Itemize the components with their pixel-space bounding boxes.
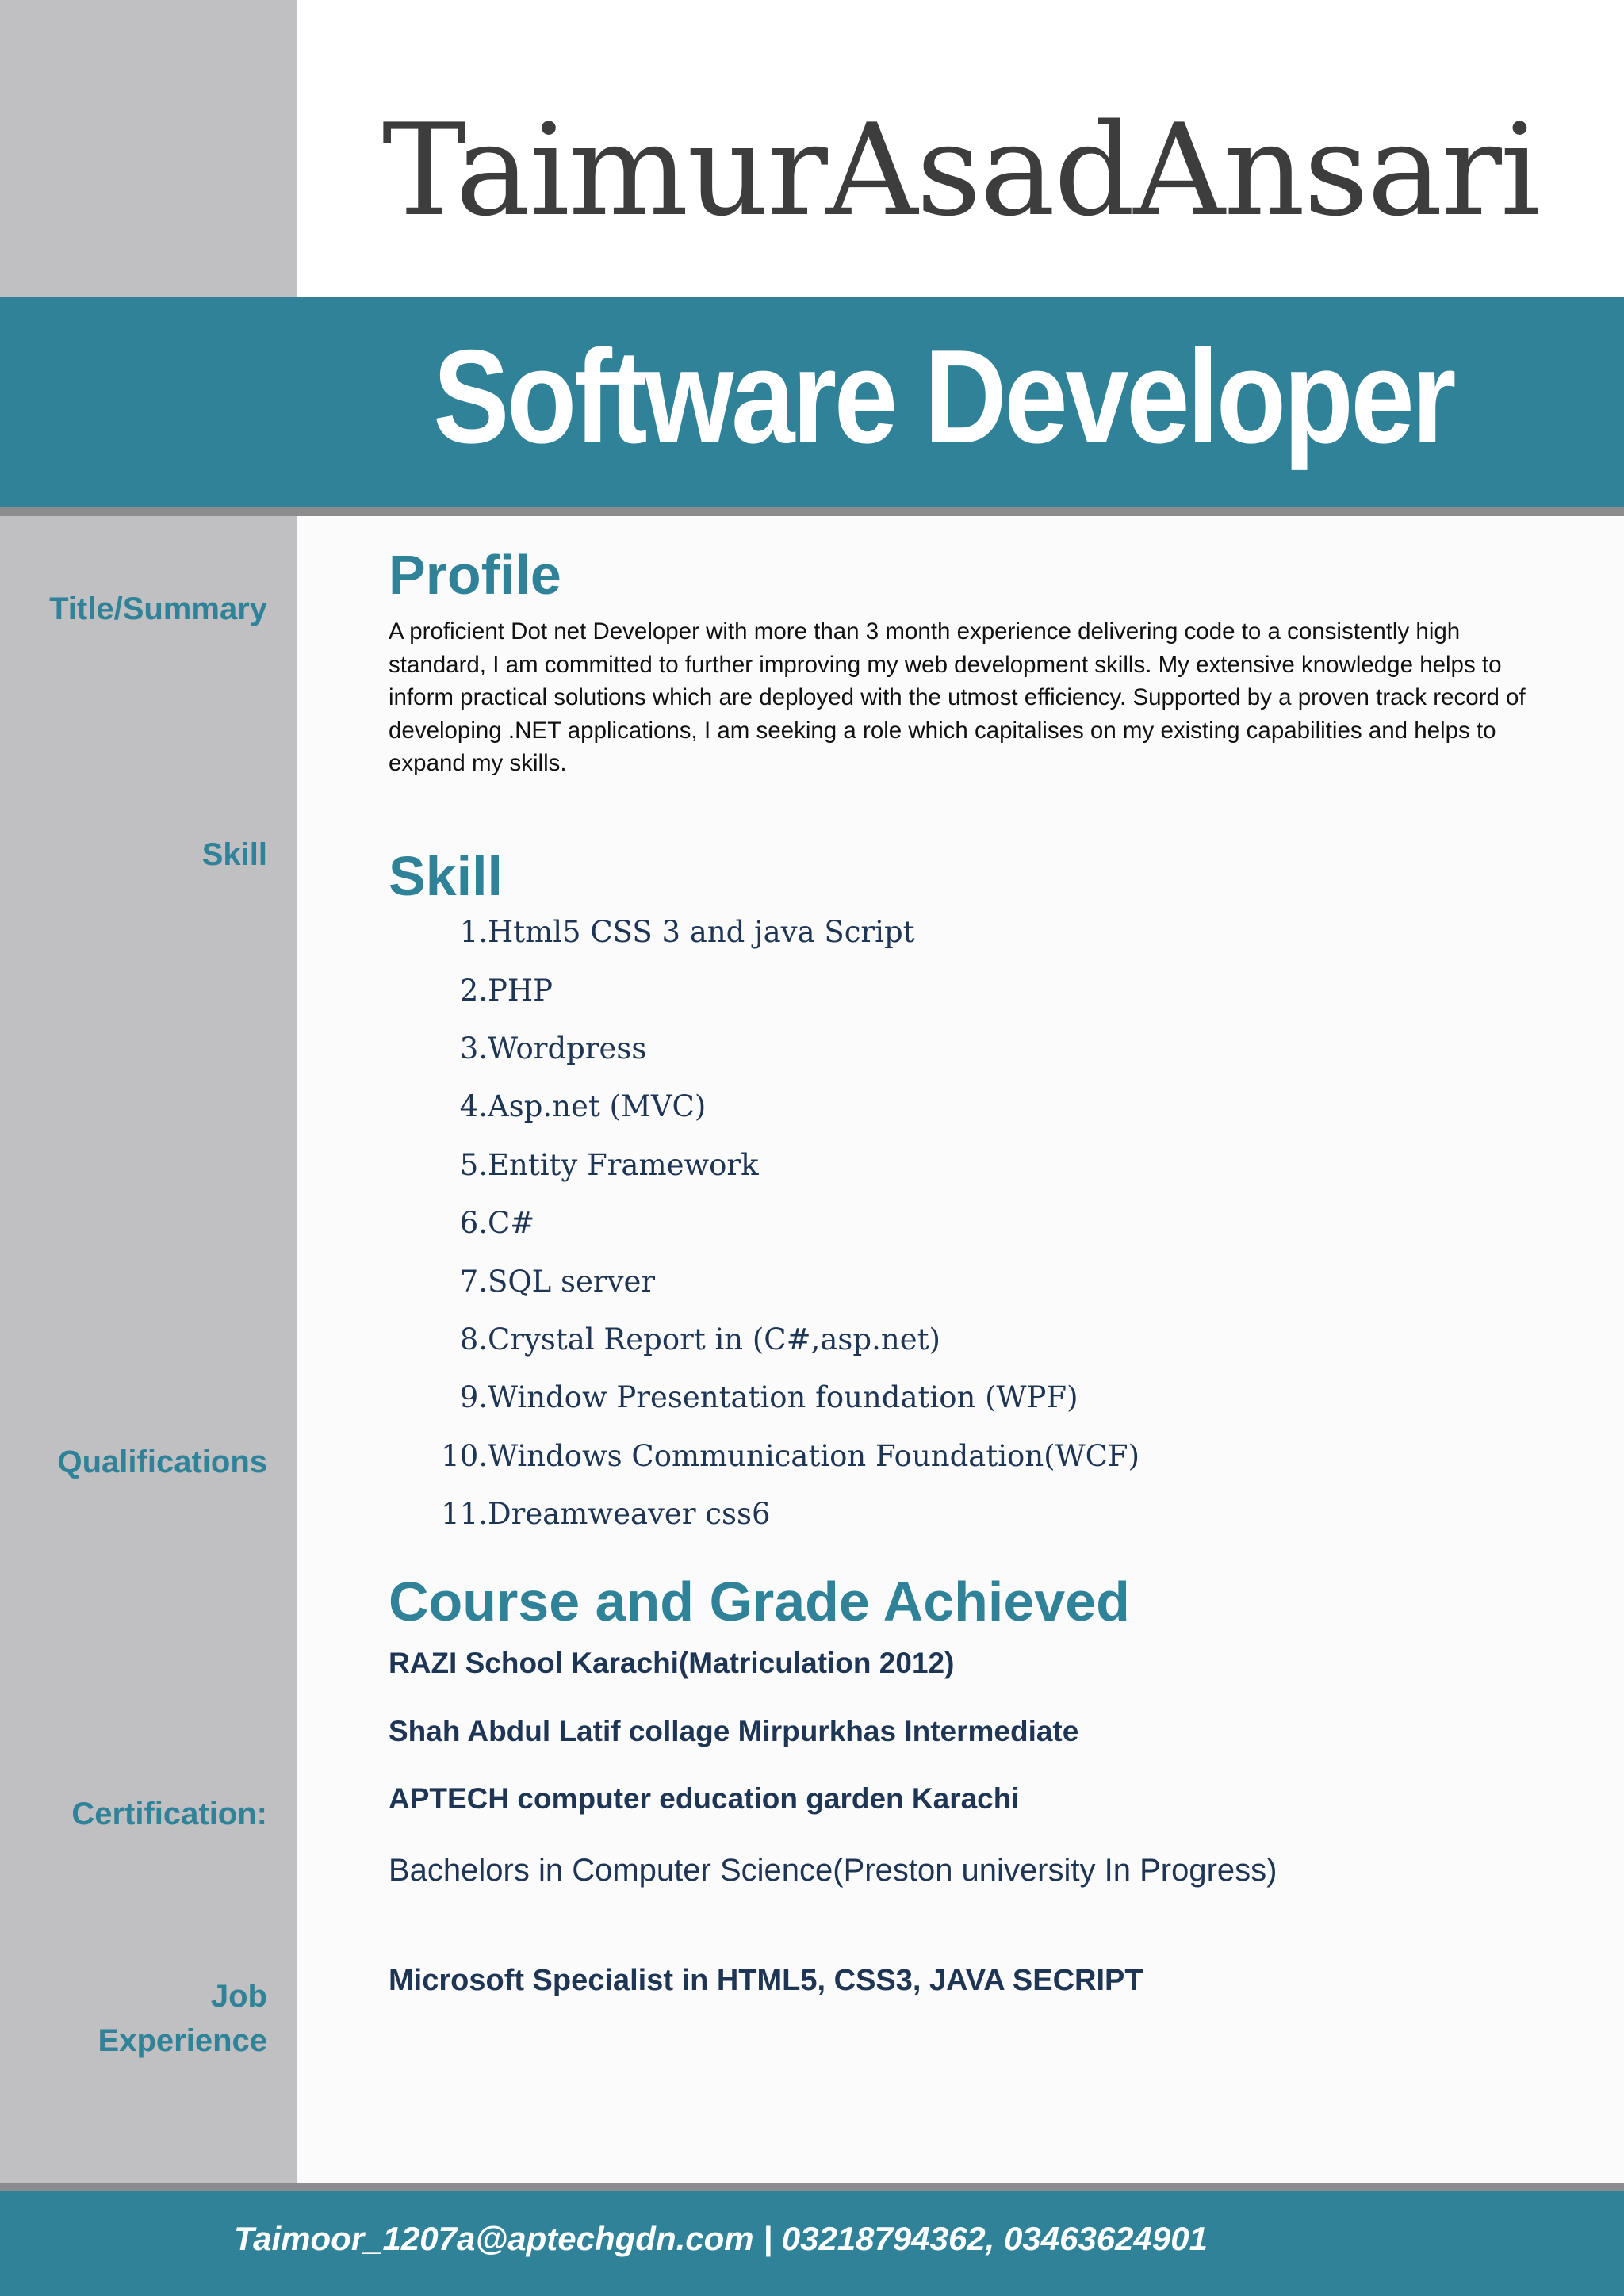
list-number: 11.: [441, 1497, 488, 1532]
certification-text: Microsoft Specialist in HTML5, CSS3, JAVA SECRIPT: [389, 1964, 1143, 1997]
education-item: Shah Abdul Latif collage Mirpurkhas Intermediate: [389, 1715, 1079, 1747]
list-number: 1.: [459, 915, 488, 950]
education-item: APTECH computer education garden Karachi: [389, 1782, 1020, 1815]
skill-text: SQL server: [488, 1264, 656, 1299]
list-number: 2.: [459, 973, 488, 1008]
sidebar-label-certification: Certification:: [71, 1797, 267, 1831]
skill-text: PHP: [488, 973, 553, 1008]
skill-text: Entity Framework: [488, 1147, 759, 1182]
contact-info: Taimoor_1207a@aptechgdn.com | 03218794362, 03463624901: [234, 2220, 1208, 2257]
profile-summary: A proficient Dot net Developer with more than 3 month experience delivering code to a consistently high standard, I am committed to further improving my web development skills. My extensive knowledge helps to inform practical solutions which are deployed with the utmost efficiency. Supported by a proven track record of developing .NET applications, I am seeking a role which capitalises on my existing capabilities and helps to expand my skills.: [389, 618, 1526, 776]
profile-heading: Profile: [389, 544, 561, 606]
sidebar-label-skill: Skill: [201, 837, 267, 872]
list-number: 10.: [441, 1438, 488, 1473]
list-item: [389, 961, 1139, 1019]
list-item: [389, 1136, 1139, 1194]
list-number: 7.: [459, 1264, 488, 1299]
list-item: [389, 1311, 1139, 1368]
skill-text: Html5 CSS 3 and java Script: [488, 915, 915, 950]
list-number: 9.: [459, 1380, 488, 1415]
list-item: [389, 1194, 1139, 1252]
skill-text: Crystal Report in (C#,asp.net): [488, 1322, 940, 1357]
list-item: [389, 903, 1139, 961]
skill-text: Wordpress: [488, 1031, 647, 1066]
skill-list: [389, 903, 1139, 1543]
list-item: [389, 1077, 1139, 1135]
skill-text: C#: [488, 1206, 535, 1241]
list-number: 3.: [459, 1031, 488, 1066]
skill-heading: Skill: [389, 845, 503, 907]
list-item: [389, 1368, 1139, 1426]
skill-text: Window Presentation foundation (WPF): [488, 1380, 1078, 1415]
skill-text: Asp.net (MVC): [488, 1089, 707, 1124]
education-item: Bachelors in Computer Science(Preston university In Progress): [389, 1853, 1277, 1888]
sidebar-label-job-experience: Job Experience: [98, 1979, 267, 2058]
job-title: Software Developer: [433, 322, 1454, 471]
skill-text: Windows Communication Foundation(WCF): [488, 1438, 1140, 1473]
education-item: RAZI School Karachi(Matriculation 2012): [389, 1647, 955, 1679]
list-item: [389, 1252, 1139, 1310]
skill-text: Dreamweaver css6: [488, 1497, 771, 1532]
banner-divider: [0, 507, 1624, 516]
footer-divider: [0, 2183, 1624, 2191]
course-heading: Course and Grade Achieved: [389, 1571, 1130, 1632]
list-number: 8.: [459, 1322, 488, 1357]
sidebar-label-title-summary: Title/Summary: [49, 591, 267, 626]
sidebar-label-qualifications: Qualifications: [57, 1445, 267, 1479]
candidate-name: TaimurAsadAnsari: [381, 96, 1540, 244]
list-number: 4.: [459, 1089, 488, 1124]
list-number: 5.: [459, 1147, 488, 1182]
list-item: [389, 1020, 1139, 1077]
list-item: [389, 1427, 1139, 1485]
list-item: [389, 1485, 1139, 1543]
list-number: 6.: [459, 1206, 488, 1241]
